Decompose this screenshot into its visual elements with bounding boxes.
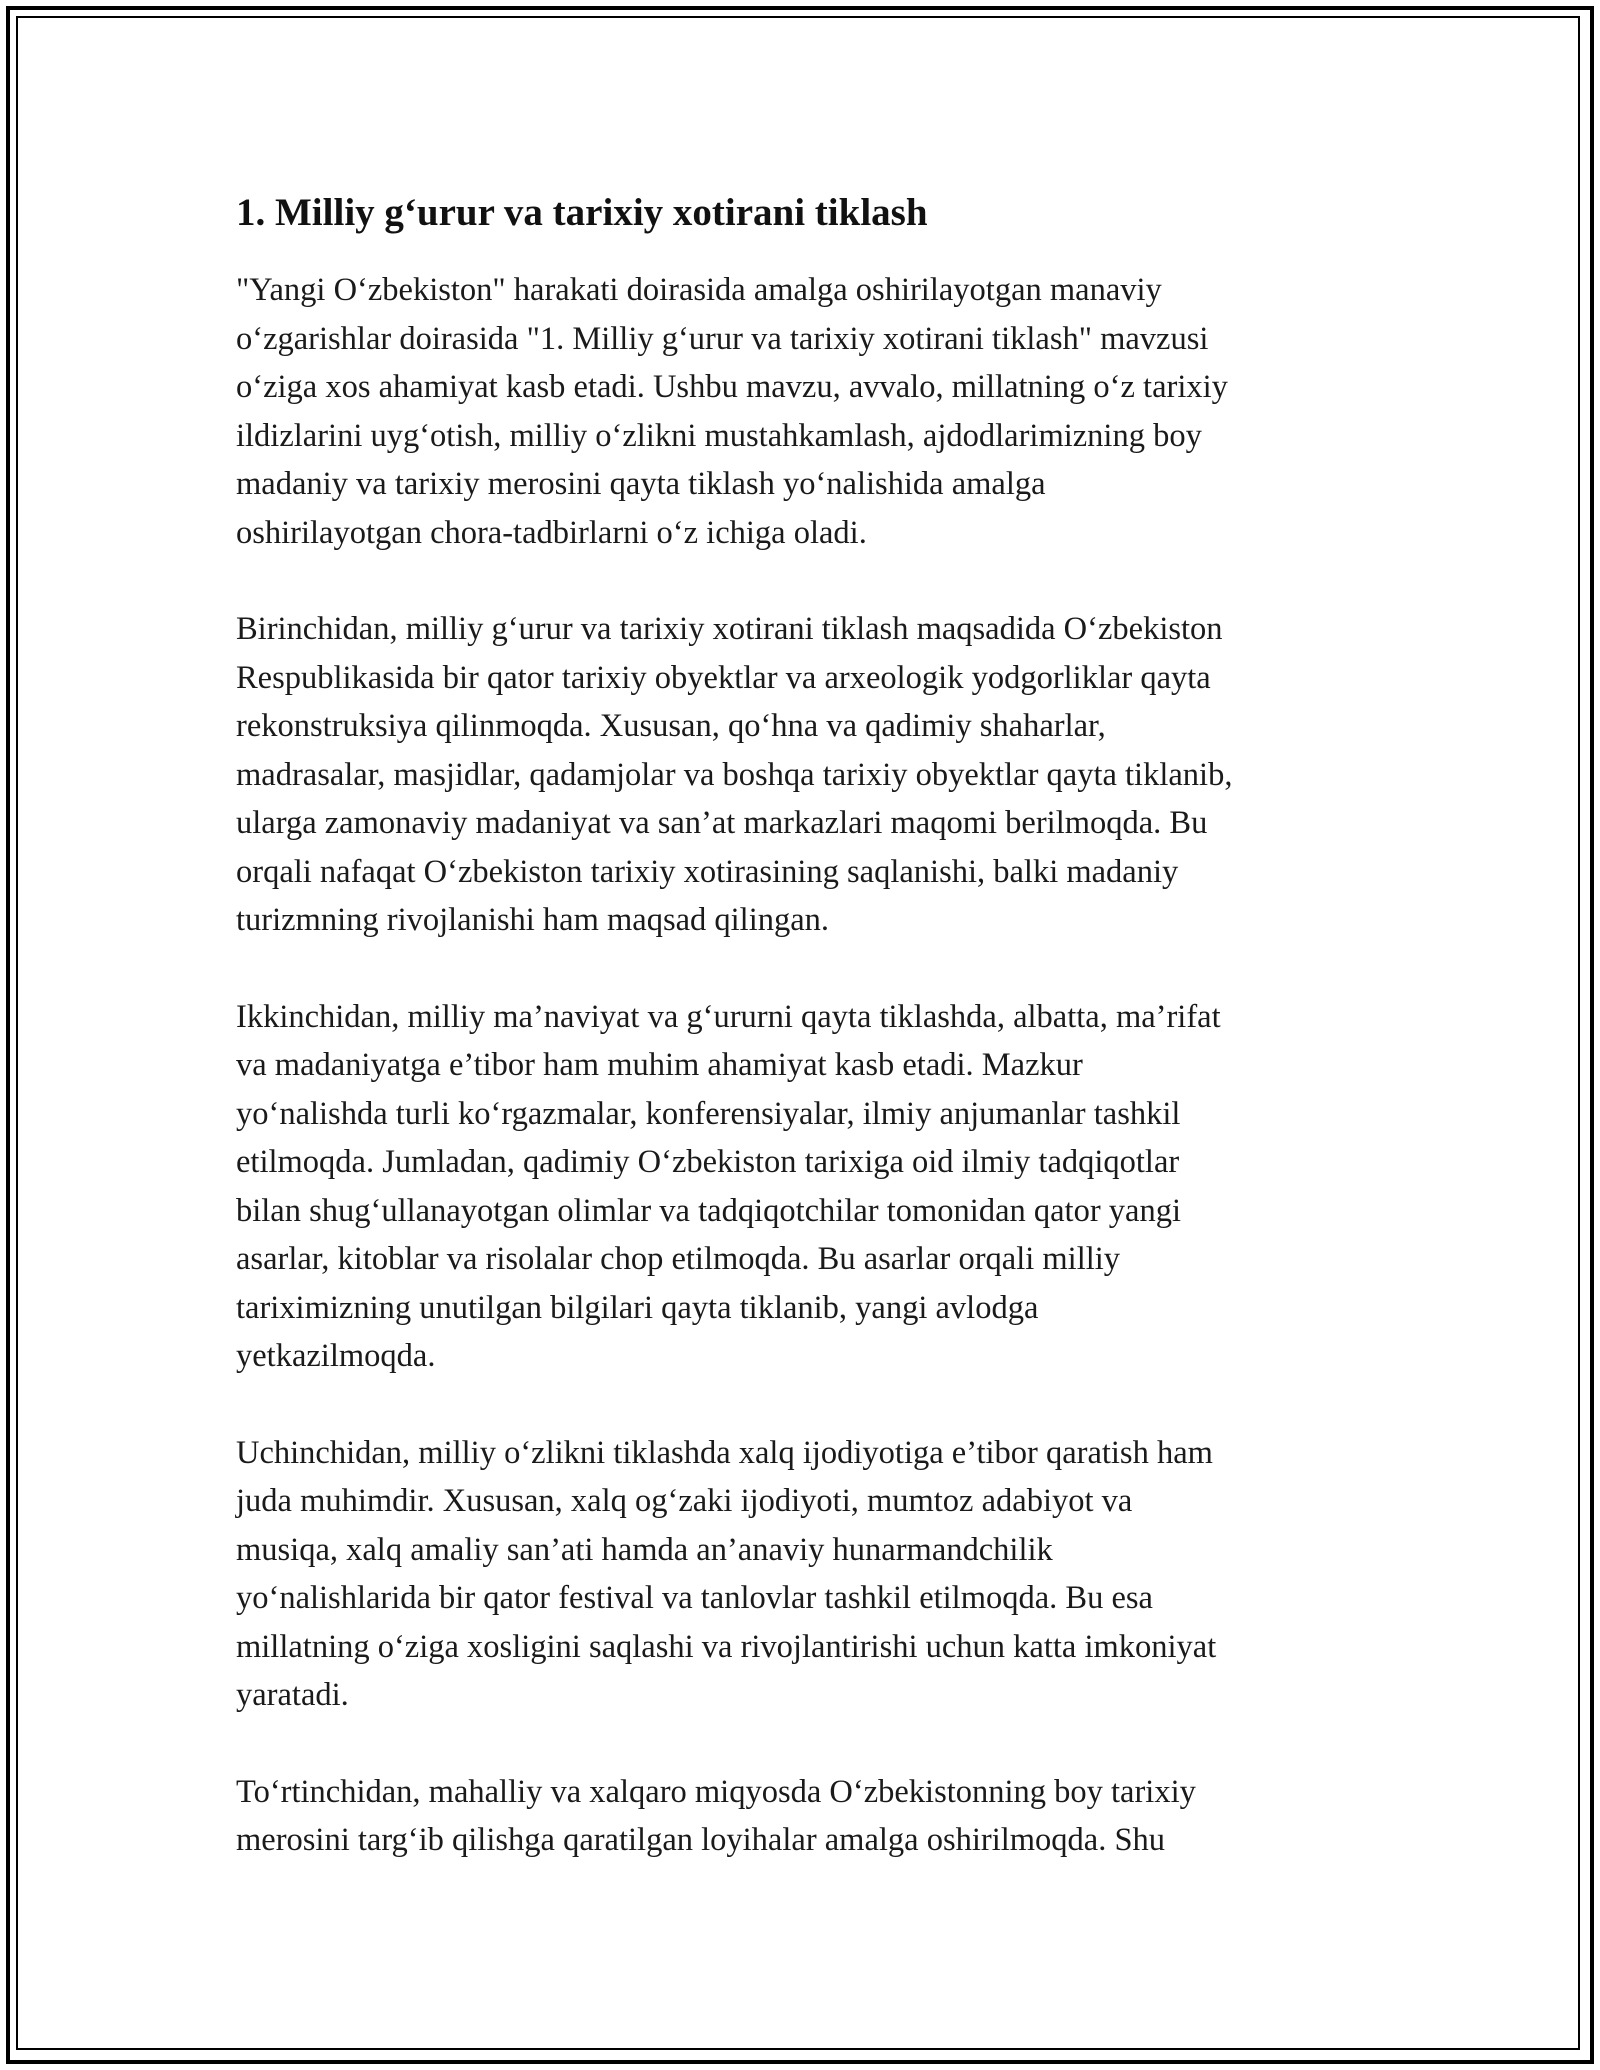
paragraph-intro: "Yangi O‘zbekiston" harakati doirasida amalga oshirilayotgan manaviy o‘zgarishlar doirasida "1. Milliy g‘urur va tarixiy xotirani tiklash" mavzusi o‘ziga xos ahamiyat kasb etadi. Ushbu mavzu, avvalo, millatning o‘z tarixiy ildizlarini uyg‘otish, milliy o‘zlikni mustahkamlash, ajdodlarimizning boy madaniy va tarixiy merosini qayta tiklash yo‘nalishida amalga oshirilayotgan chora-tadbirlarni o‘z ichiga oladi. bbox=[236, 272, 1228, 551]
paragraph-third: Uchinchidan, milliy o‘zlikni tiklashda xalq ijodiyotiga e’tibor qaratish ham juda muhimdir. Xususan, xalq og‘zaki ijodiyoti, mumtoz adabiyot va musiqa, xalq amaliy san’ati hamda an’anaviy hunarmandchilik yo‘nalishlarida bir qator festival va tanlovlar tashkil etilmoqda. Bu esa millatning o‘ziga xosligini saqlashi va rivojlantirishi uchun katta imkoniyat yaratadi. bbox=[236, 1434, 1217, 1713]
paragraph-second: Ikkinchidan, milliy ma’naviyat va g‘ururni qayta tiklashda, albatta, ma’rifat va madaniyatga e’tibor ham muhim ahamiyat kasb etadi. Mazkur yo‘nalishda turli ko‘rgazmalar, konferensiyalar, ilmiy anjumanlar tashkil etilmoqda. Jumladan, qadimiy O‘zbekiston tarixiga oid ilmiy tadqiqotlar bilan shug‘ullanayotgan olimlar va tadqiqotchilar tomonidan qator yangi asarlar, kitoblar va risolalar chop etilmoqda. Bu asarlar orqali milliy tariximizning unutilgan bilgilari qayta tiklanib, yangi avlodga yetkazilmoqda. bbox=[236, 998, 1221, 1374]
section-heading: 1. Milliy g‘urur va tarixiy xotirani tiklash bbox=[236, 191, 928, 234]
paragraph-fourth: To‘rtinchidan, mahalliy va xalqaro miqyosda O‘zbekistonning boy tarixiy merosini targ‘ib qilishga qaratilgan loyihalar amalga oshirilmoqda. Shu bbox=[236, 1773, 1196, 1858]
paragraph-first: Birinchidan, milliy g‘urur va tarixiy xotirani tiklash maqsadida O‘zbekiston Respublikasida bir qator tarixiy obyektlar va arxeologik yodgorliklar qayta rekonstruksiya qilinmoqda. Xususan, qo‘hna va qadimiy shaharlar, madrasalar, masjidlar, qadamjolar va boshqa tarixiy obyektlar qayta tiklanib, ularga zamonaviy madaniyat va san’at markazlari maqomi berilmoqda. Bu orqali nafaqat O‘zbekiston tarixiy xotirasining saqlanishi, balki madaniy turizmning rivojlanishi ham maqsad qilingan. bbox=[236, 611, 1233, 938]
document-body bbox=[236, 186, 1366, 1913]
